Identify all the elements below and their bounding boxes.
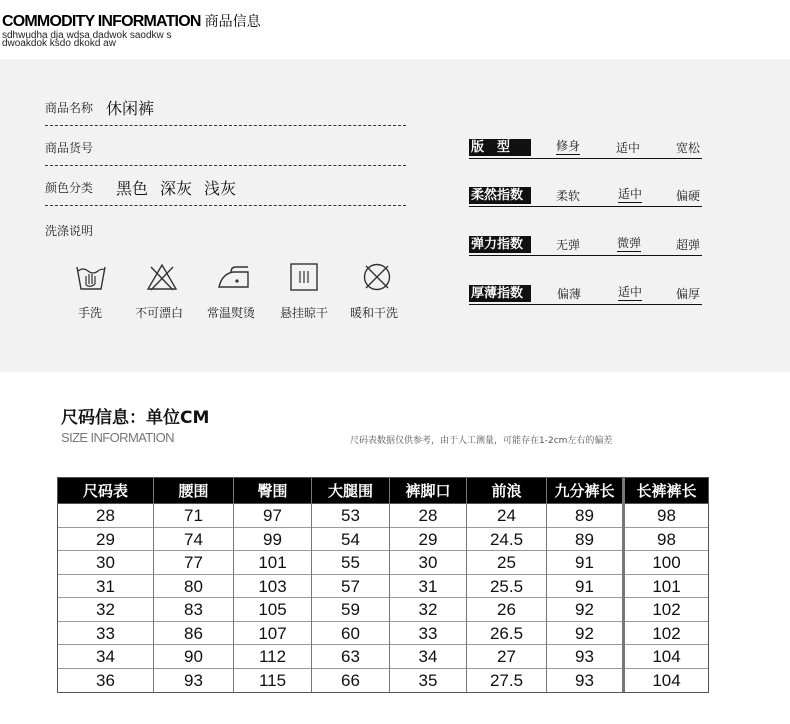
table-cell: 28 [390,504,466,528]
table-cell: 27 [467,645,546,669]
leg-opening-column [390,478,467,692]
hang-dry-icon [274,262,334,294]
table-cell: 25.5 [467,575,546,599]
table-cell: 107 [234,622,311,646]
color-option: 深灰 [160,179,193,198]
product-name-value: 休闲裤 [106,99,155,118]
table-cell: 53 [312,504,389,528]
header-subtext-1: sdhwudha dja wdsa dadwok saodkw s [2,30,172,41]
index-key: 弹力指数 [469,236,531,253]
table-header: 臀围 [234,478,311,504]
table-cell: 60 [312,622,389,646]
table-cell: 29 [390,528,466,552]
table-cell: 26.5 [467,622,546,646]
size-column [58,478,154,692]
table-header: 腰围 [154,478,233,504]
table-cell: 36 [96,670,115,690]
table-cell: 35 [418,670,438,690]
table-cell: 31 [58,575,153,599]
table-cell: 93 [575,670,594,690]
table-cell: 98 [625,504,708,528]
table-cell: 89 [547,504,622,528]
thickness-index [469,285,702,305]
table-cell: 34 [58,645,153,669]
table-header: 裤脚口 [390,478,466,504]
table-cell: 101 [625,575,708,599]
table-cell: 55 [312,551,389,575]
title-en: COMMODITY INFORMATION [2,13,201,30]
table-cell: 100 [625,551,708,575]
index-option-selected: 微弹 [617,236,642,250]
table-cell: 59 [312,598,389,622]
table-cell: 27.5 [489,670,524,690]
index-option: 超弹 [676,238,701,252]
table-cell: 28 [58,504,153,528]
table-cell: 33 [58,622,153,646]
table-cell: 30 [58,551,153,575]
table-cell: 112 [234,645,311,669]
table-cell: 34 [390,645,466,669]
table-cell: 83 [154,598,233,622]
care-label: 不可漂白 [134,306,183,320]
care-label: 悬挂晾干 [279,306,328,320]
index-key: 柔然指数 [469,187,531,204]
size-note: 尺码表数据仅供参考，由于人工测量，可能存在1-2cm左右的偏差 [350,436,613,446]
table-cell: 32 [390,598,466,622]
care-label: 常温熨烫 [206,306,255,320]
table-cell: 90 [154,645,233,669]
page-title [2,11,261,31]
table-cell: 29 [58,528,153,552]
table-cell: 30 [390,551,466,575]
index-option: 偏硬 [676,189,701,203]
iron-icon [201,262,261,294]
elasticity-index [469,236,702,256]
care-label: 手洗 [77,306,102,320]
table-cell: 104 [652,670,681,690]
table-header: 九分裤长 [547,478,622,504]
softness-index [469,187,702,207]
table-cell: 101 [234,551,311,575]
index-key: 版 型 [469,139,531,156]
table-cell: 93 [184,670,203,690]
table-cell: 66 [341,670,360,690]
wash-instructions [45,222,406,249]
index-option: 偏厚 [676,287,701,301]
color-option: 黑色 [116,179,149,198]
table-cell: 91 [547,575,622,599]
table-header: 长裤裤长 [625,478,708,504]
table-cell: 74 [154,528,233,552]
size-title: 尺码信息：单位CM [61,408,210,428]
table-cell: 104 [625,645,708,669]
table-cell: 57 [312,575,389,599]
product-name-field [45,99,406,126]
front-rise-column [467,478,547,692]
index-option-selected: 适中 [618,285,643,299]
index-option: 偏薄 [557,287,582,301]
thigh-column [312,478,390,692]
table-cell: 31 [390,575,466,599]
index-option: 适中 [616,141,641,155]
product-sku-label: 商品货号 [45,141,94,155]
size-table [57,477,709,693]
product-sku-field [45,139,406,166]
index-option-selected: 适中 [618,187,643,201]
table-cell: 92 [547,622,622,646]
table-cell: 25 [467,551,546,575]
fit-index [469,139,702,159]
no-bleach-icon [131,262,191,294]
table-cell: 97 [234,504,311,528]
index-option: 无弹 [556,238,581,252]
table-cell: 33 [390,622,466,646]
waist-column [154,478,234,692]
index-option: 柔软 [556,189,581,203]
table-header: 大腿围 [312,478,389,504]
table-cell: 102 [625,622,708,646]
table-cell: 24.5 [467,528,546,552]
table-cell: 98 [625,528,708,552]
product-color-field [45,179,406,206]
product-color-label: 颜色分类 [45,181,94,195]
table-cell: 63 [312,645,389,669]
title-cn: 商品信息 [204,14,261,30]
table-cell: 92 [547,598,622,622]
hand-wash-icon [60,262,120,294]
table-cell: 54 [312,528,389,552]
color-option: 浅灰 [204,179,237,198]
care-label: 暖和干洗 [349,306,398,320]
table-cell: 103 [234,575,311,599]
table-cell: 71 [154,504,233,528]
index-option: 宽松 [676,141,701,155]
table-header: 前浪 [467,478,546,504]
table-cell: 102 [625,598,708,622]
size-subtitle: SIZE INFORMATION [61,430,174,445]
table-cell: 32 [58,598,153,622]
table-cell: 26 [467,598,546,622]
index-key: 厚薄指数 [469,285,531,302]
dry-clean-icon [346,262,406,294]
wash-label: 洗涤说明 [45,224,94,238]
full-length-column [625,478,708,692]
table-cell: 99 [234,528,311,552]
table-cell: 91 [547,551,622,575]
table-cell: 115 [258,670,287,690]
table-cell: 89 [547,528,622,552]
table-cell: 80 [154,575,233,599]
cropped-length-column [547,478,625,692]
product-name-label: 商品名称 [45,101,94,115]
table-header: 尺码表 [58,478,153,504]
table-cell: 93 [547,645,622,669]
table-cell: 24 [467,504,546,528]
table-cell: 86 [154,622,233,646]
table-cell: 77 [154,551,233,575]
index-option-selected: 修身 [556,139,581,153]
table-cell: 105 [234,598,311,622]
header-subtext-2: dwoakdok ksdo dkokd aw [2,38,116,49]
hip-column [234,478,312,692]
